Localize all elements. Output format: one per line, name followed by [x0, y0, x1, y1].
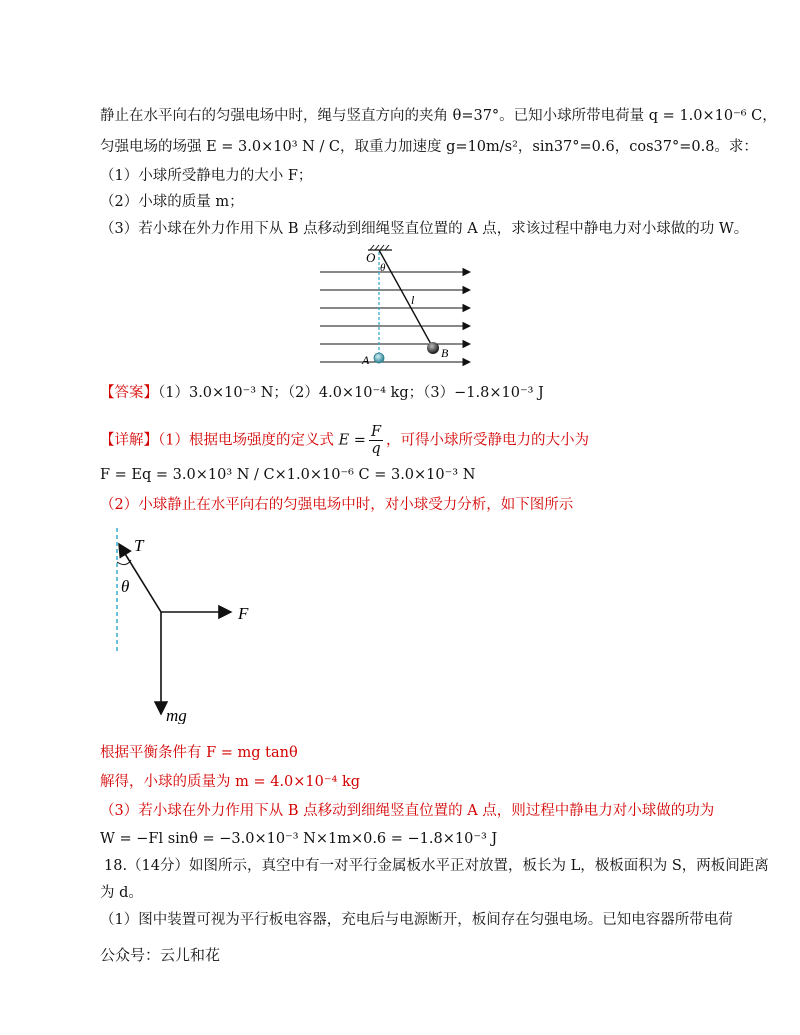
fraction-f-over-q	[369, 424, 383, 457]
question-2: （2）小球的质量 m；	[100, 194, 244, 210]
question-3: （3）若小球在外力作用下从 B 点移动到细绳竖直位置的 A 点，求该过程中静电力对小球做的功 W。	[100, 221, 749, 237]
label-a: A	[362, 353, 370, 367]
detail-tag: 【详解】	[100, 432, 158, 449]
force-diagram	[96, 524, 276, 724]
pendulum-field-figure	[312, 244, 482, 369]
label-mg: mg	[166, 706, 187, 724]
label-theta-2: θ	[121, 577, 130, 596]
label-theta: θ	[380, 262, 386, 274]
e-equation: E =	[338, 432, 366, 449]
problem-18-line-2: 为 d。	[100, 885, 143, 901]
label-o: O	[366, 250, 376, 265]
detail-step-2: （2）小球静止在水平向右的匀强电场中时，对小球受力分析，如下图所示	[100, 497, 574, 513]
work-equation: W = −Fl sinθ = −3.0×10⁻³ N×1m×0.6 = −1.8×10⁻³ J	[100, 831, 498, 847]
fraction-numerator: F	[370, 424, 381, 440]
mass-result: 解得，小球的质量为 m = 4.0×10⁻⁴ kg	[100, 774, 361, 790]
detail-intro-line	[100, 424, 589, 457]
answer-line	[100, 383, 544, 403]
detail-intro: （1）根据电场强度的定义式	[158, 432, 334, 449]
footer-credit: 公众号：云儿和花	[100, 946, 221, 964]
force-equation: F = Eq = 3.0×10³ N / C×1.0×10⁻⁶ C = 3.0×10⁻³ N	[100, 467, 476, 483]
string	[379, 250, 432, 346]
fraction-denominator: q	[371, 441, 381, 457]
label-b: B	[441, 346, 449, 360]
problem-18-line-1: 18.（14分）如图所示，真空中有一对平行金属板水平正对放置，板长为 L，极板面积为 S，两板间距离	[104, 858, 769, 874]
question-1: （1）小球所受静电力的大小 F；	[100, 168, 313, 184]
ball-a	[374, 353, 384, 363]
problem-text-line-1: 静止在水平向右的匀强电场中时，绳与竖直方向的夹角 θ=37°。已知小球所带电荷量 q = 1.0×10⁻⁶ C，	[100, 108, 777, 124]
problem-18-line-3: （1）图中装置可视为平行板电容器，充电后与电源断开，板间存在匀强电场。已知电容器所带电荷	[100, 912, 733, 928]
answer-tag: 【答案】	[100, 385, 158, 401]
label-t: T	[134, 536, 144, 555]
detail-after: ，可得小球所受静电力的大小为	[386, 432, 589, 449]
label-l: l	[411, 293, 415, 307]
label-f: F	[238, 604, 249, 623]
problem-text-line-2: 匀强电场的场强 E = 3.0×10³ N / C，取重力加速度 g=10m/s²，sin37°=0.6，cos37°=0.8。求：	[100, 139, 758, 155]
ball-b	[427, 342, 439, 354]
answer-values: （1）3.0×10⁻³ N；（2）4.0×10⁻⁴ kg；（3）−1.8×10⁻³ J	[158, 385, 544, 401]
detail-step-3: （3）若小球在外力作用下从 B 点移动到细绳竖直位置的 A 点，则过程中静电力对小球做的功为	[100, 803, 715, 819]
balance-equation: 根据平衡条件有 F = mg tanθ	[100, 745, 298, 761]
